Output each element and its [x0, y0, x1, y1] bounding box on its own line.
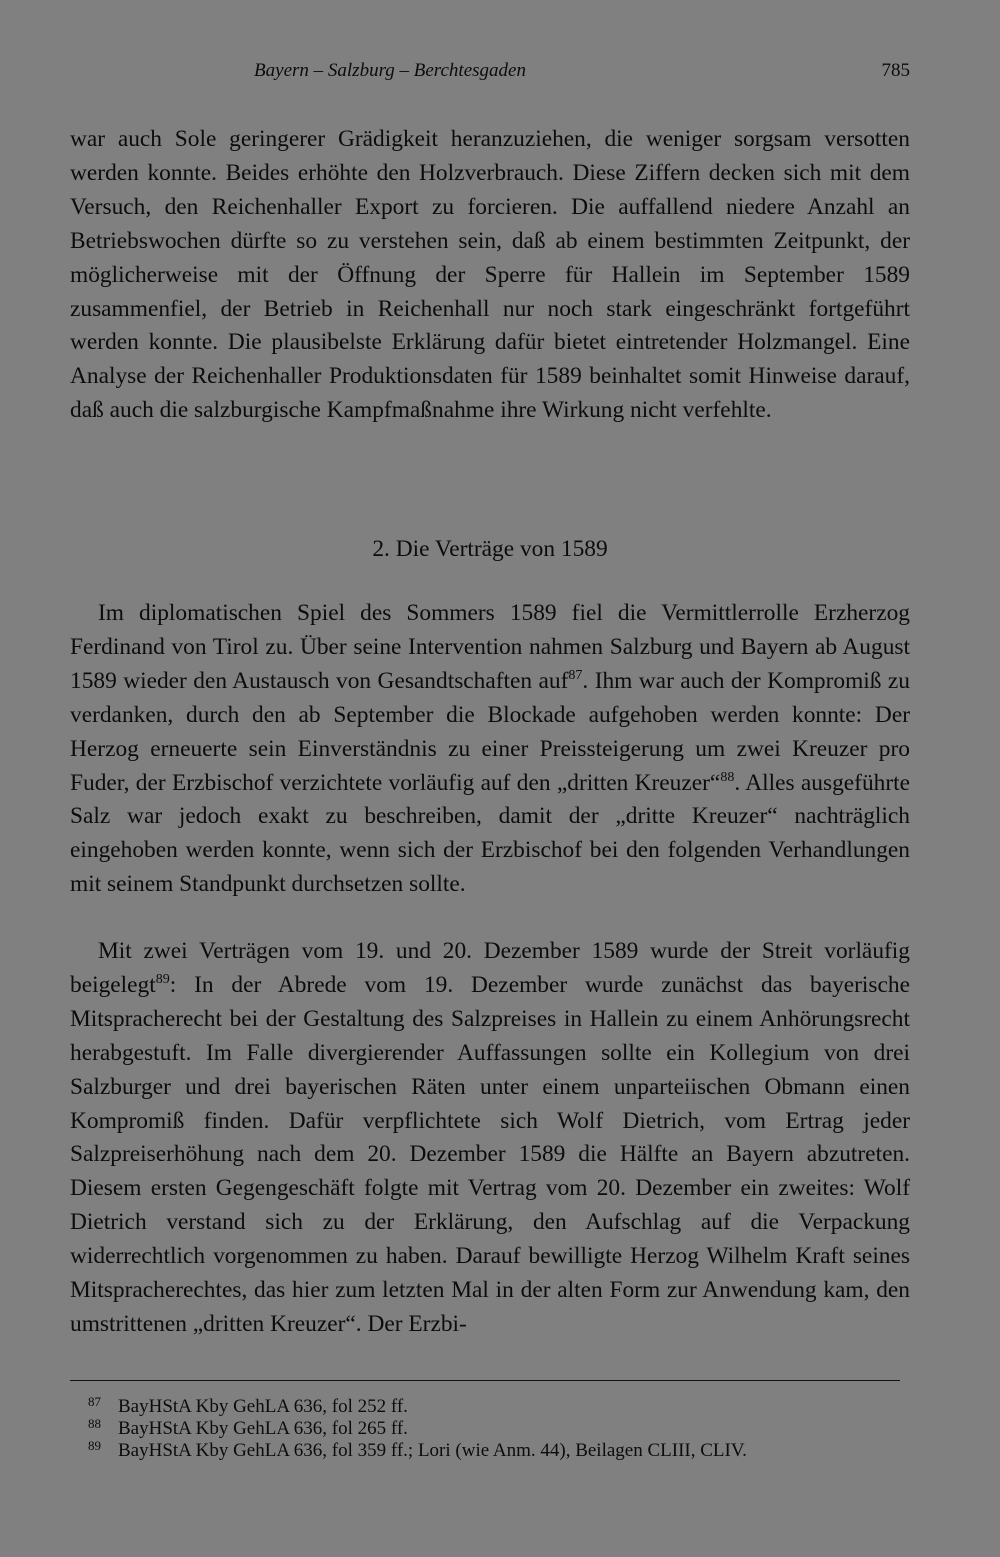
footnote-text: BayHStA Kby GehLA 636, fol 252 ff. [118, 1396, 408, 1417]
paragraph-text: war auch Sole geringerer Grädigkeit heranzuziehen, die weniger sorgsam versotten werden konnte. Beides erhöhte den Holzverbrauch. Diese Ziffern decken sich mit dem Versuch, den Reichenhaller Export zu forcieren. Die auffallend niedere Anzahl an Betriebswochen dürfte so zu verstehen sein, daß ab einem bestimmten Zeitpunkt, der möglicherweise mit der Öffnung der Sperre für Hallein im September 1589 zusammenfiel, der Betrieb in Reichenhall nur noch stark eingeschränkt fortgeführt werden konnte. Die plausibelste Erklärung dafür bietet eintretender Holzmangel. Eine Analyse der Reichenhaller Produktionsdaten für 1589 beinhaltet somit Hinweise darauf, daß auch die salzburgische Kampfmaßnahme ihre Wirkung nicht verfehlte. [70, 126, 910, 424]
paragraph-text [70, 597, 910, 902]
paragraph-text [70, 935, 910, 1342]
text-run: : In der Abrede vom 19. Dezember wurde zunächst das bayerische Mitspracherecht bei der Gestaltung des Salzpreises in Hallein zu einem Anhörungsrecht herabgestuft. Im Falle divergierender Auffassungen sollte ein Kollegium von drei Salzburger und drei bayerischen Räten unter einem unparteiischen Obmann einen Kompromiß finden. Dafür verpflichtete sich Wolf Dietrich, vom Ertrag jeder Salzpreiserhöhung nach dem 20. Dezember 1589 die Hälfte an Bayern abzutreten. Diesem ersten Gegengeschäft folgte mit Vertrag vom 20. Dezember ein zweites: Wolf Dietrich verstand sich zu der Erklärung, den Aufschlag auf die Verpackung widerrechtlich vorgenommen zu haben. Darauf bewilligte Herzog Wilhelm Kraft seines Mitspracherechtes, das hier zum letzten Mal in der alten Form zur Anwendung kam, den umstrittenen „dritten Kreuzer“. Der Erzbi- [70, 971, 910, 1337]
footnote [88, 1418, 908, 1440]
running-title: Bayern – Salzburg – Berchtesgaden [254, 60, 526, 81]
footnote-ref[interactable]: 88 [720, 769, 735, 785]
footnote-number: 89 [88, 1438, 101, 1453]
footnotes [88, 1396, 908, 1462]
footnote-text: BayHStA Kby GehLA 636, fol 359 ff.; Lori (wie Anm. 44), Beilagen CLIII, CLIV. [118, 1440, 747, 1461]
paragraph-diplomatic [70, 597, 910, 902]
text-run: . Alles ausgeführte Salz war jedoch exakt zu beschreiben, damit der „dritte Kreuzer“ nachträglich eingehoben werden konnte, wenn sich der Erzbischof bei den folgenden Verhandlungen mit seinem Standpunkt durchsetzen sollte. [70, 769, 911, 898]
text-run: Im diplomatischen Spiel des Sommers 1589 fiel die Vermittlerrolle Erzherzog Ferdinand von Tirol zu. Über seine Intervention nahmen Salzburg und Bayern ab August 1589 wieder den Austausch von Gesandtschaften auf [70, 600, 910, 694]
footnote-divider [70, 1380, 900, 1381]
text-run: Mit zwei Verträgen vom 19. und 20. Dezember 1589 wurde der Streit vorläufig beigelegt [70, 938, 910, 998]
footnote-number: 87 [88, 1394, 101, 1409]
footnote-number: 88 [88, 1416, 101, 1431]
footnote [88, 1440, 908, 1462]
footnote-ref[interactable]: 89 [155, 971, 170, 987]
book-page [70, 0, 910, 1557]
text-run: . Ihm war auch der Kompromiß zu verdanken, durch den ab September die Blockade aufgehoben werden konnte: Der Herzog erneuerte sein Einverständnis zu einer Preissteigerung um zwei Kreuzer pro Fuder, der Erzbischof verzichtete vorläufig auf den „dritten Kreuzer“ [70, 667, 910, 796]
paragraph-treaties [70, 935, 910, 1342]
page-number: 785 [881, 60, 910, 81]
running-head [70, 60, 910, 88]
footnote-text: BayHStA Kby GehLA 636, fol 265 ff. [118, 1418, 408, 1439]
footnote-ref[interactable]: 87 [568, 667, 583, 683]
section-heading: 2. Die Verträge von 1589 [372, 536, 608, 562]
footnote [88, 1396, 908, 1418]
paragraph-continued [70, 123, 910, 428]
